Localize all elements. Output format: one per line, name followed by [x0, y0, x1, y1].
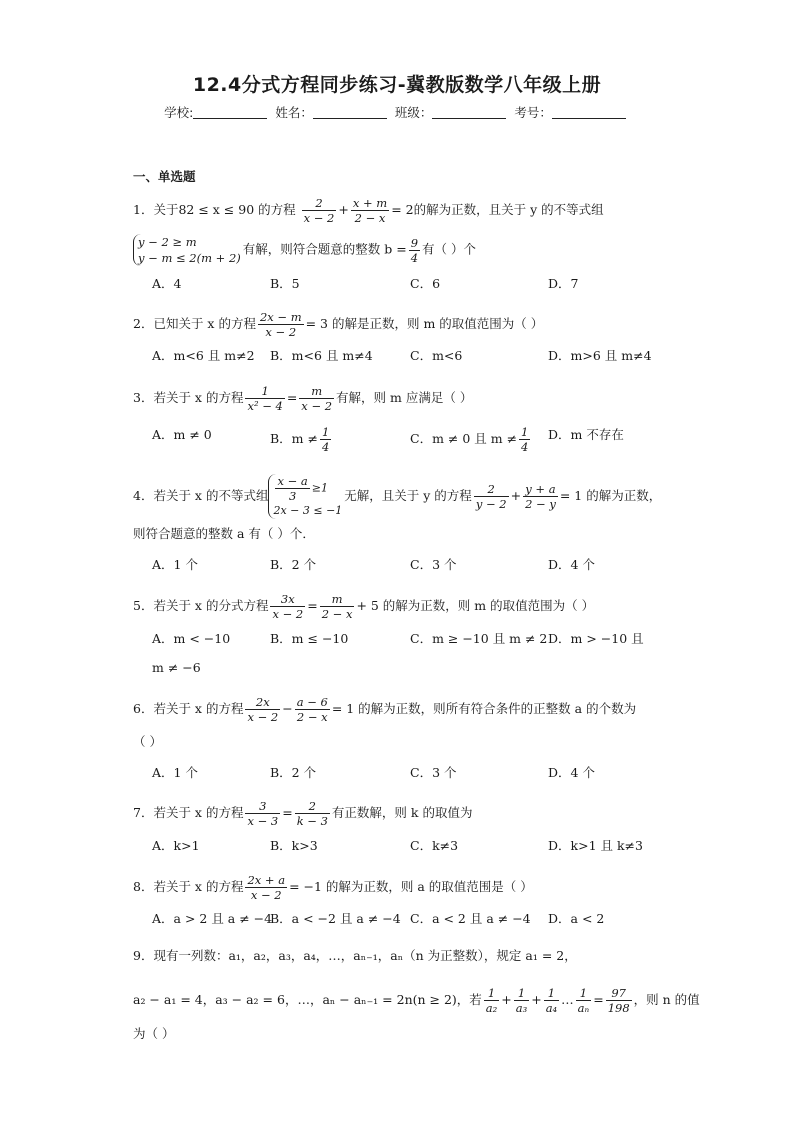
- q4-option-d[interactable]: D．4 个: [548, 557, 595, 572]
- q1-frac2: [351, 196, 389, 225]
- q3-frac2-den: x − 2: [301, 399, 333, 413]
- q7-equals: =: [282, 805, 293, 820]
- q9-result-frac: [606, 986, 632, 1015]
- q1-system-row1: y − 2 ≥ m: [138, 235, 197, 249]
- q9-equals: =: [593, 992, 604, 1007]
- number-label: 考号：: [514, 105, 552, 120]
- q4-plus: +: [510, 488, 522, 503]
- q9-text-a: a₂ − a₁ = 4，a₃ − a₂ = 6，…，aₙ − aₙ₋₁ = 2n(n ≥ 2)，若: [133, 992, 482, 1007]
- q4-system-row2: 2x − 3 ≤ −1: [273, 504, 343, 517]
- q6-option-c[interactable]: C．3 个: [410, 765, 457, 780]
- q6-text-b: = 1 的解为正数，则所有符合条件的正整数 a 的个数为: [331, 701, 637, 716]
- q8-line1: [133, 873, 533, 902]
- q2-option-a[interactable]: A．m<6 且 m≠2: [152, 348, 255, 363]
- q3-option-c-text: C．m ≠ 0 且 m ≠: [410, 431, 518, 446]
- q2-option-d[interactable]: D．m>6 且 m≠4: [548, 348, 652, 363]
- q9-dots: …: [561, 992, 574, 1007]
- q5-frac1: [270, 592, 305, 621]
- q7-frac1-den: x − 3: [247, 814, 279, 828]
- q9-frac2-den: a₃: [515, 1001, 528, 1015]
- q5-option-d-continued: m ≠ −6: [152, 660, 201, 675]
- q7-options: [152, 836, 672, 856]
- q1-option-c[interactable]: C．6: [410, 276, 441, 291]
- q4-frac1: [474, 482, 509, 511]
- q4-system-frac-den: 3: [288, 489, 297, 503]
- q3-option-b-frac: [320, 425, 331, 454]
- q2-frac-num: 2x − m: [259, 310, 302, 324]
- q2-line1: [133, 310, 543, 339]
- q7-option-a[interactable]: A．k>1: [152, 838, 200, 853]
- q9-frac3-num: 1: [544, 986, 559, 1001]
- q8-frac-den: x − 2: [250, 888, 282, 902]
- section-heading: 一、单选题: [133, 169, 196, 184]
- q1-system: [133, 234, 241, 266]
- q6-line2: （ ）: [133, 734, 162, 749]
- q5-option-a[interactable]: A．m < −10: [152, 631, 231, 646]
- q4-system-frac: [275, 474, 309, 503]
- q4-system: [268, 474, 342, 519]
- q7-frac1-num: 3: [245, 799, 280, 814]
- q5-frac2-num: m: [320, 592, 355, 607]
- q9-line3: 为（ ）: [133, 1026, 175, 1041]
- q3-frac2: [299, 384, 334, 413]
- q6-option-a[interactable]: A．1 个: [152, 765, 198, 780]
- q8-text-b: = −1 的解为正数，则 a 的取值范围是（ ）: [289, 879, 533, 894]
- q3-option-c-frac: [519, 425, 530, 454]
- q1-frac1: [302, 196, 337, 225]
- q1-option-b[interactable]: B．5: [270, 276, 300, 291]
- q6-frac1-num: 2x: [245, 695, 280, 710]
- q3-option-c[interactable]: [410, 425, 532, 454]
- q1-text-a: 1．关于82 ≤ x ≤ 90 的方程: [133, 202, 296, 217]
- q3-option-c-den: 4: [521, 440, 529, 454]
- q9-result-den: 198: [607, 1001, 630, 1015]
- q9-result-num: 97: [606, 986, 632, 1001]
- q9-plus2: +: [531, 992, 542, 1007]
- q9-frac3: [544, 986, 559, 1015]
- q1-text-c: 有解，则符合题意的整数 b =: [242, 241, 407, 257]
- q3-option-a[interactable]: A．m ≠ 0: [152, 427, 212, 442]
- class-label: 班级：: [394, 105, 433, 120]
- q6-option-b[interactable]: B．2 个: [270, 765, 317, 780]
- q1-frac1-den: x − 2: [303, 211, 335, 225]
- q3-frac1-den: x² − 4: [247, 399, 283, 413]
- q9-text-b: ，则 n 的值: [633, 992, 700, 1007]
- q1-frac2-num: x + m: [352, 196, 388, 210]
- q5-line1: [133, 592, 594, 621]
- q2-text-b: = 3 的解是正数，则 m 的取值范围为（ ）: [305, 316, 544, 331]
- q5-option-b[interactable]: B．m ≤ −10: [270, 631, 349, 646]
- q1-plus: +: [338, 202, 349, 217]
- q3-text-b: 有解，则 m 应满足（ ）: [336, 390, 473, 405]
- q6-options: [152, 763, 672, 783]
- q1-frac2-den: 2 − x: [354, 211, 386, 225]
- q7-text-b: 有正数解，则 k 的取值为: [331, 805, 473, 820]
- q3-frac1: [245, 384, 284, 413]
- q1-line2: [133, 234, 476, 266]
- q6-text-a: 6．若关于 x 的方程: [133, 701, 244, 716]
- q7-frac2-den: k − 3: [296, 814, 328, 828]
- q7-frac2-num: 2: [295, 799, 330, 814]
- q4-frac1-den: y − 2: [475, 497, 507, 511]
- q9-frac3-den: a₄: [545, 1001, 558, 1015]
- q7-frac2: [295, 799, 330, 828]
- q3-option-c-num: 1: [521, 425, 529, 439]
- q6-frac1: [245, 695, 280, 724]
- q9-frac1-num: 1: [484, 986, 499, 1001]
- q5-options: [152, 629, 672, 649]
- q4-system-frac-num: x − a: [277, 474, 308, 488]
- q6-minus: −: [282, 701, 293, 716]
- q5-option-c[interactable]: C．m ≥ −10 且 m ≠ 2: [410, 631, 548, 646]
- q8-options: [152, 909, 672, 929]
- q5-option-d[interactable]: D．m > −10 且: [548, 631, 644, 646]
- q9-frac1: [484, 986, 499, 1015]
- q1-options: [152, 274, 672, 294]
- q5-frac1-num: 3x: [270, 592, 305, 607]
- q5-text-b: + 5 的解为正数，则 m 的取值范围为（ ）: [356, 598, 595, 613]
- q3-option-b-num: 1: [322, 425, 330, 439]
- q5-frac2-den: 2 − x: [321, 607, 353, 621]
- q3-equals: =: [286, 390, 298, 405]
- q6-frac2: [295, 695, 330, 724]
- page-title: 12.4分式方程同步练习-冀教版数学八年级上册: [192, 74, 602, 96]
- q9-plus1: +: [501, 992, 512, 1007]
- q8-text-a: 8．若关于 x 的方程: [133, 879, 244, 894]
- q3-option-b-den: 4: [322, 440, 330, 454]
- q6-line1: [133, 695, 636, 724]
- q8-option-d[interactable]: D．a < 2: [548, 911, 605, 926]
- q3-option-d[interactable]: D．m 不存在: [548, 427, 624, 442]
- q1-frac3-den: 4: [410, 250, 419, 265]
- q1-frac3-num: 9: [410, 235, 419, 250]
- q6-frac2-den: 2 − x: [296, 710, 328, 724]
- number-blank[interactable]: [552, 106, 626, 119]
- name-label: 姓名：: [275, 105, 313, 120]
- q4-system-row1: [273, 474, 342, 503]
- q8-option-c[interactable]: C．a < 2 且 a ≠ −4: [410, 911, 531, 926]
- q1-text-d: 有（ ）个: [422, 241, 477, 257]
- class-blank[interactable]: [432, 106, 506, 119]
- q8-option-b[interactable]: B．a < −2 且 a ≠ −4: [270, 911, 401, 926]
- q2-text-a: 2．已知关于 x 的方程: [133, 316, 256, 331]
- q4-option-c[interactable]: C．3 个: [410, 557, 457, 572]
- school-label: 学校:: [164, 105, 194, 120]
- q9-frac2-num: 1: [514, 986, 529, 1001]
- q7-text-a: 7．若关于 x 的方程: [133, 805, 244, 820]
- q2-frac-den: x − 2: [265, 325, 297, 339]
- q6-option-d[interactable]: D．4 个: [548, 765, 595, 780]
- q7-frac1: [245, 799, 280, 828]
- q1-frac3: [409, 236, 420, 265]
- q1-text-b: = 2的解为正数，且关于 y 的不等式组: [391, 202, 604, 217]
- q9-frac4-den: aₙ: [577, 1001, 590, 1015]
- q4-option-a[interactable]: A．1 个: [152, 557, 198, 572]
- q8-frac-num: 2x + a: [247, 873, 286, 887]
- q6-frac2-num: a − 6: [296, 695, 328, 709]
- q9-frac4: [576, 986, 592, 1015]
- q1-line1: [133, 196, 604, 225]
- q4-options: [152, 555, 672, 575]
- q4-frac2-den: 2 − y: [525, 497, 556, 511]
- q8-option-a[interactable]: A．a > 2 且 a ≠ −4: [152, 911, 273, 926]
- school-blank[interactable]: [193, 106, 267, 119]
- q4-frac1-num: 2: [474, 482, 509, 497]
- q9-frac1-den: a₂: [485, 1001, 498, 1015]
- q5-frac1-den: x − 2: [272, 607, 304, 621]
- q9-frac4-num: 1: [576, 986, 592, 1001]
- q4-system-row1-rhs: ≥1: [311, 481, 328, 495]
- q3-frac2-num: m: [299, 384, 334, 399]
- q3-option-b-text: B．m ≠: [270, 431, 318, 446]
- q3-frac1-num: 1: [245, 384, 284, 399]
- q3-text-a: 3．若关于 x 的方程: [133, 390, 244, 405]
- q3-line1: [133, 384, 472, 413]
- q2-option-c[interactable]: C．m<6: [410, 348, 463, 363]
- q4-line1: [133, 474, 661, 519]
- q3-option-b[interactable]: [270, 425, 333, 454]
- q7-option-b[interactable]: B．k>3: [270, 838, 318, 853]
- q5-equals: =: [307, 598, 318, 613]
- q2-options: [152, 346, 672, 366]
- q4-text-a: 4．若关于 x 的不等式组: [133, 488, 269, 503]
- q4-line2: 则符合题意的整数 a 有（ ）个．: [133, 526, 315, 541]
- q9-line2: [133, 986, 700, 1015]
- q6-frac1-den: x − 2: [247, 710, 279, 724]
- q1-option-a[interactable]: A．4: [152, 276, 182, 291]
- q8-frac: [245, 873, 287, 902]
- q2-option-b[interactable]: B．m<6 且 m≠4: [270, 348, 373, 363]
- q7-option-d[interactable]: D．k>1 且 k≠3: [548, 838, 643, 853]
- q2-frac: [258, 310, 304, 339]
- q5-text-a: 5．若关于 x 的分式方程: [133, 598, 269, 613]
- q9-frac2: [514, 986, 529, 1015]
- q4-frac2: [523, 482, 558, 511]
- name-blank[interactable]: [313, 106, 387, 119]
- q1-option-d[interactable]: D．7: [548, 276, 579, 291]
- q4-frac2-num: y + a: [523, 482, 558, 497]
- q9-line1: 9．现有一列数：a₁，a₂，a₃，a₄，…，aₙ₋₁，aₙ（n 为正整数），规定 a₁ = 2，: [133, 948, 577, 963]
- q1-frac1-num: 2: [302, 196, 337, 211]
- q7-line1: [133, 799, 472, 828]
- student-info-line: [0, 103, 794, 121]
- q4-text-b: 无解，且关于 y 的方程: [344, 488, 472, 503]
- q3-options: [152, 425, 672, 454]
- q4-option-b[interactable]: B．2 个: [270, 557, 317, 572]
- q4-text-c: = 1 的解为正数，: [559, 488, 662, 503]
- q1-system-row2: y − m ≤ 2(m + 2): [138, 251, 241, 265]
- q5-frac2: [320, 592, 355, 621]
- q7-option-c[interactable]: C．k≠3: [410, 838, 459, 853]
